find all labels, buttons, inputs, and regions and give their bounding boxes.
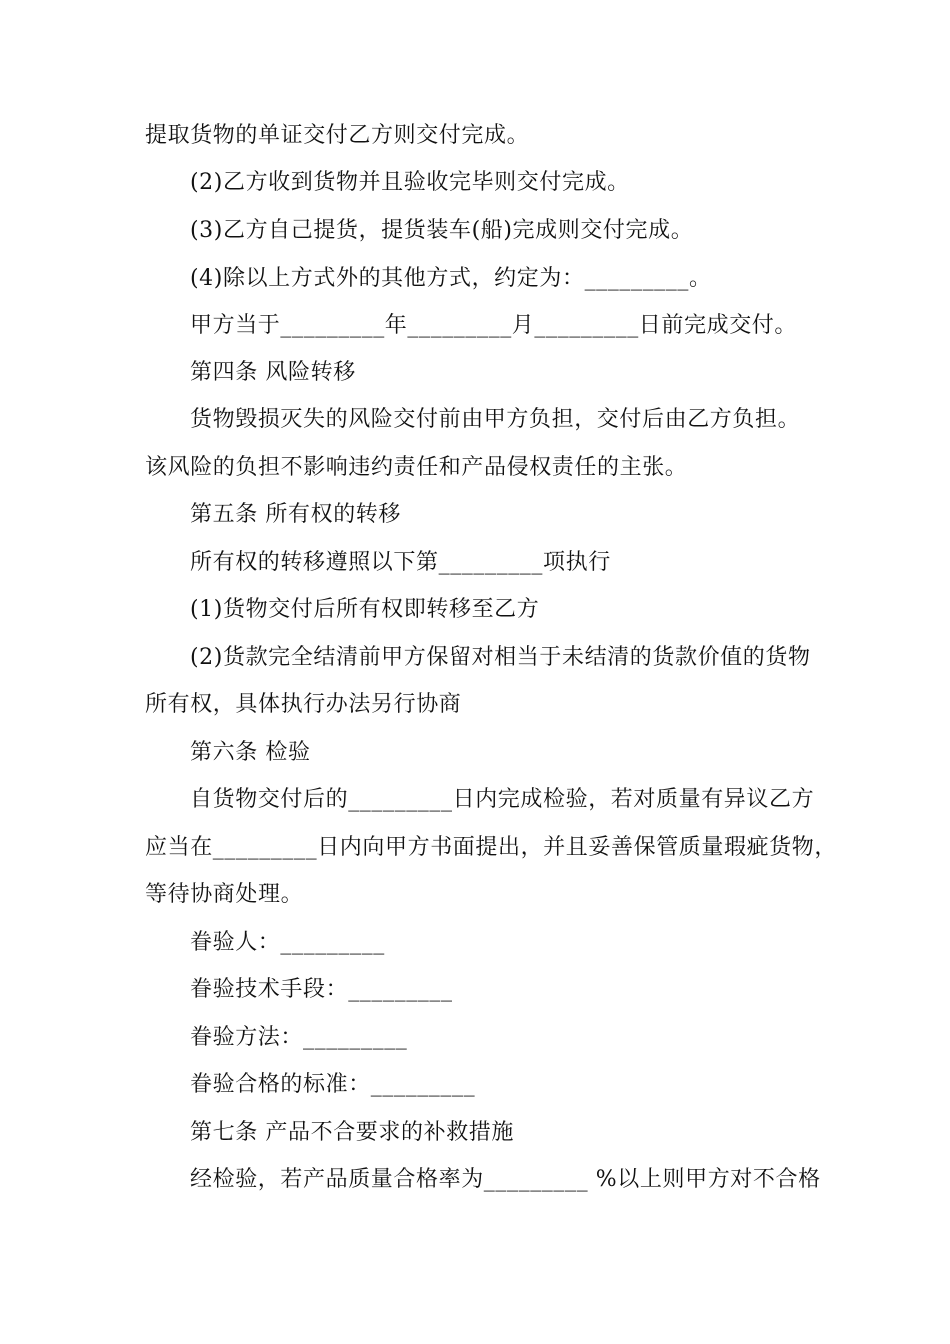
text-line: (4)除以上方式外的其他方式，约定为：_________。 <box>190 266 712 291</box>
section-heading: 第五条 所有权的转移 <box>190 502 401 527</box>
text-line: (1)货物交付后所有权即转移至乙方 <box>190 597 540 622</box>
text-line: 所有权的转移遵照以下第_________项执行 <box>190 550 611 575</box>
text-line: 该风险的负担不影响违约责任和产品侵权责任的主张。 <box>145 455 688 480</box>
text-line: (3)乙方自己提货，提货装车(船)完成则交付完成。 <box>190 218 694 243</box>
text-line: 眷验合格的标准：_________ <box>190 1072 476 1097</box>
text-line: 自货物交付后的_________日内完成检验，若对质量有异议乙方 <box>190 787 815 812</box>
text-line: 应当在_________日内向甲方书面提出，并且妥善保管质量瑕疵货物， <box>145 835 838 860</box>
text-line: 眷验方法：_________ <box>190 1025 408 1050</box>
text-line: 甲方当于_________年_________月_________日前完成交付。 <box>190 313 798 338</box>
text-line: 眷验人：_________ <box>190 930 385 955</box>
text-line: 货物毁损灭失的风险交付前由甲方负担，交付后由乙方负担。 <box>190 407 801 432</box>
section-heading: 第七条 产品不合要求的补救措施 <box>190 1120 514 1145</box>
text-line: 所有权，具体执行办法另行协商 <box>145 692 462 717</box>
text-line: 等待协商处理。 <box>145 882 304 907</box>
section-heading: 第六条 检验 <box>190 740 311 765</box>
text-line: (2)乙方收到货物并且验收完毕则交付完成。 <box>190 170 630 195</box>
text-line: 眷验技术手段：_________ <box>190 977 453 1002</box>
section-heading: 第四条 风险转移 <box>190 360 356 385</box>
text-line: (2)货款完全结清前甲方保留对相当于未结清的货款价值的货物 <box>190 645 811 670</box>
text-line: 提取货物的单证交付乙方则交付完成。 <box>145 123 530 148</box>
text-line: 经检验，若产品质量合格率为_________ %以上则甲方对不合格 <box>190 1167 821 1192</box>
